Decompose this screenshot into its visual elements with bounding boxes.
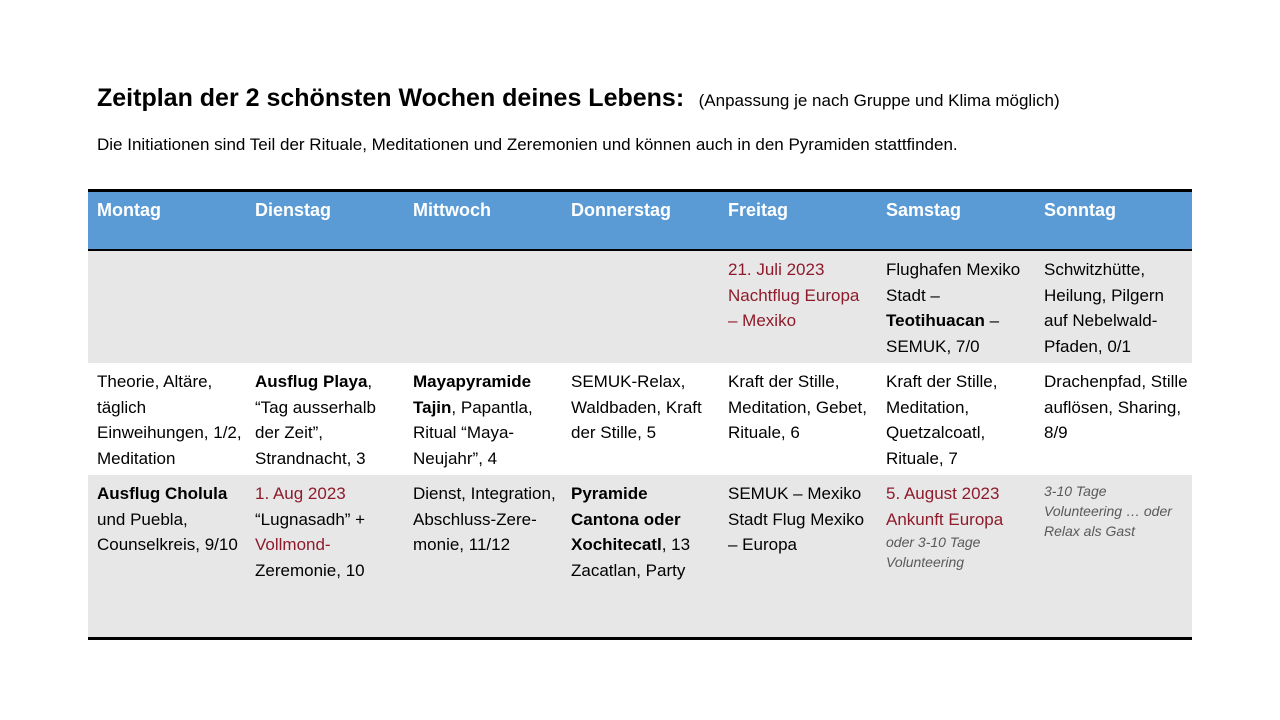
cell-sun-drachenpfad: [1035, 363, 1192, 475]
cell-text: Drachenpfad, Stille auflösen, Sharing, 8/9: [1044, 372, 1188, 442]
cell-sat-arrival-europe: [877, 475, 1035, 639]
cell-empty: [404, 250, 562, 363]
cell-text: , “Tag ausserhalb der Zeit”, Strandnacht, 3: [255, 372, 376, 468]
cell-text: SEMUK – Mexiko Stadt Flug Mexiko – Europa: [728, 484, 865, 554]
day-header-sonntag: Sonntag: [1035, 191, 1192, 251]
day-header-montag: Montag: [88, 191, 246, 251]
cell-date: 1. Aug 2023: [255, 484, 346, 503]
cell-fri-arrival-flight: [719, 250, 877, 363]
cell-text-bold: Pyramide Cantona oder Xochitecatl: [571, 484, 681, 554]
table-row: [88, 250, 1192, 363]
cell-text: SEMUK-Relax, Waldbaden, Kraft der Stille, 5: [571, 372, 702, 442]
cell-thu-cantona: [562, 475, 719, 639]
cell-sat-stille: [877, 363, 1035, 475]
cell-text: – SEMUK, 7/0: [886, 311, 1000, 356]
cell-text: , Papantla, Ritual “Maya-Neujahr”, 4: [413, 397, 533, 468]
cell-text-bold: Mayapyramide Tajin: [413, 372, 532, 417]
cell-text-red: 5. August 2023 Ankunft Europa: [886, 484, 1004, 529]
day-header-freitag: Freitag: [719, 191, 877, 251]
cell-mon-cholula: [88, 475, 246, 639]
day-header-donnerstag: Donnerstag: [562, 191, 719, 251]
schedule-table: [88, 189, 1192, 640]
table-row: [88, 363, 1192, 475]
cell-empty: [246, 250, 404, 363]
day-header-mittwoch: Mittwoch: [404, 191, 562, 251]
cell-text: Zeremonie, 10: [255, 560, 365, 580]
cell-thu-relax: [562, 363, 719, 475]
cell-wed-tajin: [404, 363, 562, 475]
cell-text: Kraft der Stille, Meditation, Quetzalcoatl, Rituale, 7: [886, 372, 998, 468]
cell-mon-theorie: [88, 363, 246, 475]
cell-note: oder 3-10 Tage Volunteering: [886, 534, 981, 570]
cell-text: Dienst, Integration, Abschluss-Zere-monie, 11/12: [413, 484, 556, 554]
subtitle: Die Initiationen sind Teil der Rituale, Meditationen und Zeremonien und können auch in den Pyramiden stattfinden.: [97, 135, 958, 154]
cell-text: Theorie, Altäre, täglich Einweihungen, 1/2, Meditation: [97, 372, 242, 468]
day-header-samstag: Samstag: [877, 191, 1035, 251]
cell-text: Kraft der Stille, Meditation, Gebet, Rituale, 6: [728, 372, 867, 442]
table-row: [88, 475, 1192, 639]
cell-text-bold: Ausflug Cholula: [97, 484, 228, 503]
cell-text: , 13 Zacatlan, Party: [571, 535, 691, 580]
cell-empty: [562, 250, 719, 363]
cell-text: und Puebla, Counselkreis, 9/10: [97, 509, 238, 554]
cell-text: Schwitzhütte, Heilung, Pilgern auf Nebelwald-Pfaden, 0/1: [1044, 260, 1165, 356]
cell-wed-dienst: [404, 475, 562, 639]
cell-note: 3-10 Tage Volunteering … oder Relax als Gast: [1044, 483, 1172, 539]
cell-empty: [88, 250, 246, 363]
title-line: [97, 84, 1060, 113]
cell-sun-schwitzhuette: [1035, 250, 1192, 363]
cell-tue-lugnasadh: [246, 475, 404, 639]
cell-text-bold: Teotihuacan: [886, 311, 985, 330]
title-note: (Anpassung je nach Gruppe und Klima möglich): [698, 91, 1060, 110]
cell-tue-playa: [246, 363, 404, 475]
cell-text-red: Vollmond-: [255, 535, 331, 554]
header-row: [88, 191, 1192, 251]
cell-sat-teotihuacan: [877, 250, 1035, 363]
cell-fri-departure: [719, 475, 877, 639]
cell-fri-stille: [719, 363, 877, 475]
cell-text: Flughafen Mexiko Stadt –: [886, 260, 1021, 305]
day-header-dienstag: Dienstag: [246, 191, 404, 251]
cell-text-bold: Ausflug Playa: [255, 372, 368, 391]
page-title: Zeitplan der 2 schönsten Wochen deines Lebens:: [97, 84, 685, 112]
cell-sun-volunteering: [1035, 475, 1192, 639]
cell-text: “Lugnasadh” +: [255, 509, 366, 529]
cell-text: 21. Juli 2023 Nachtflug Europa – Mexiko: [728, 260, 860, 330]
